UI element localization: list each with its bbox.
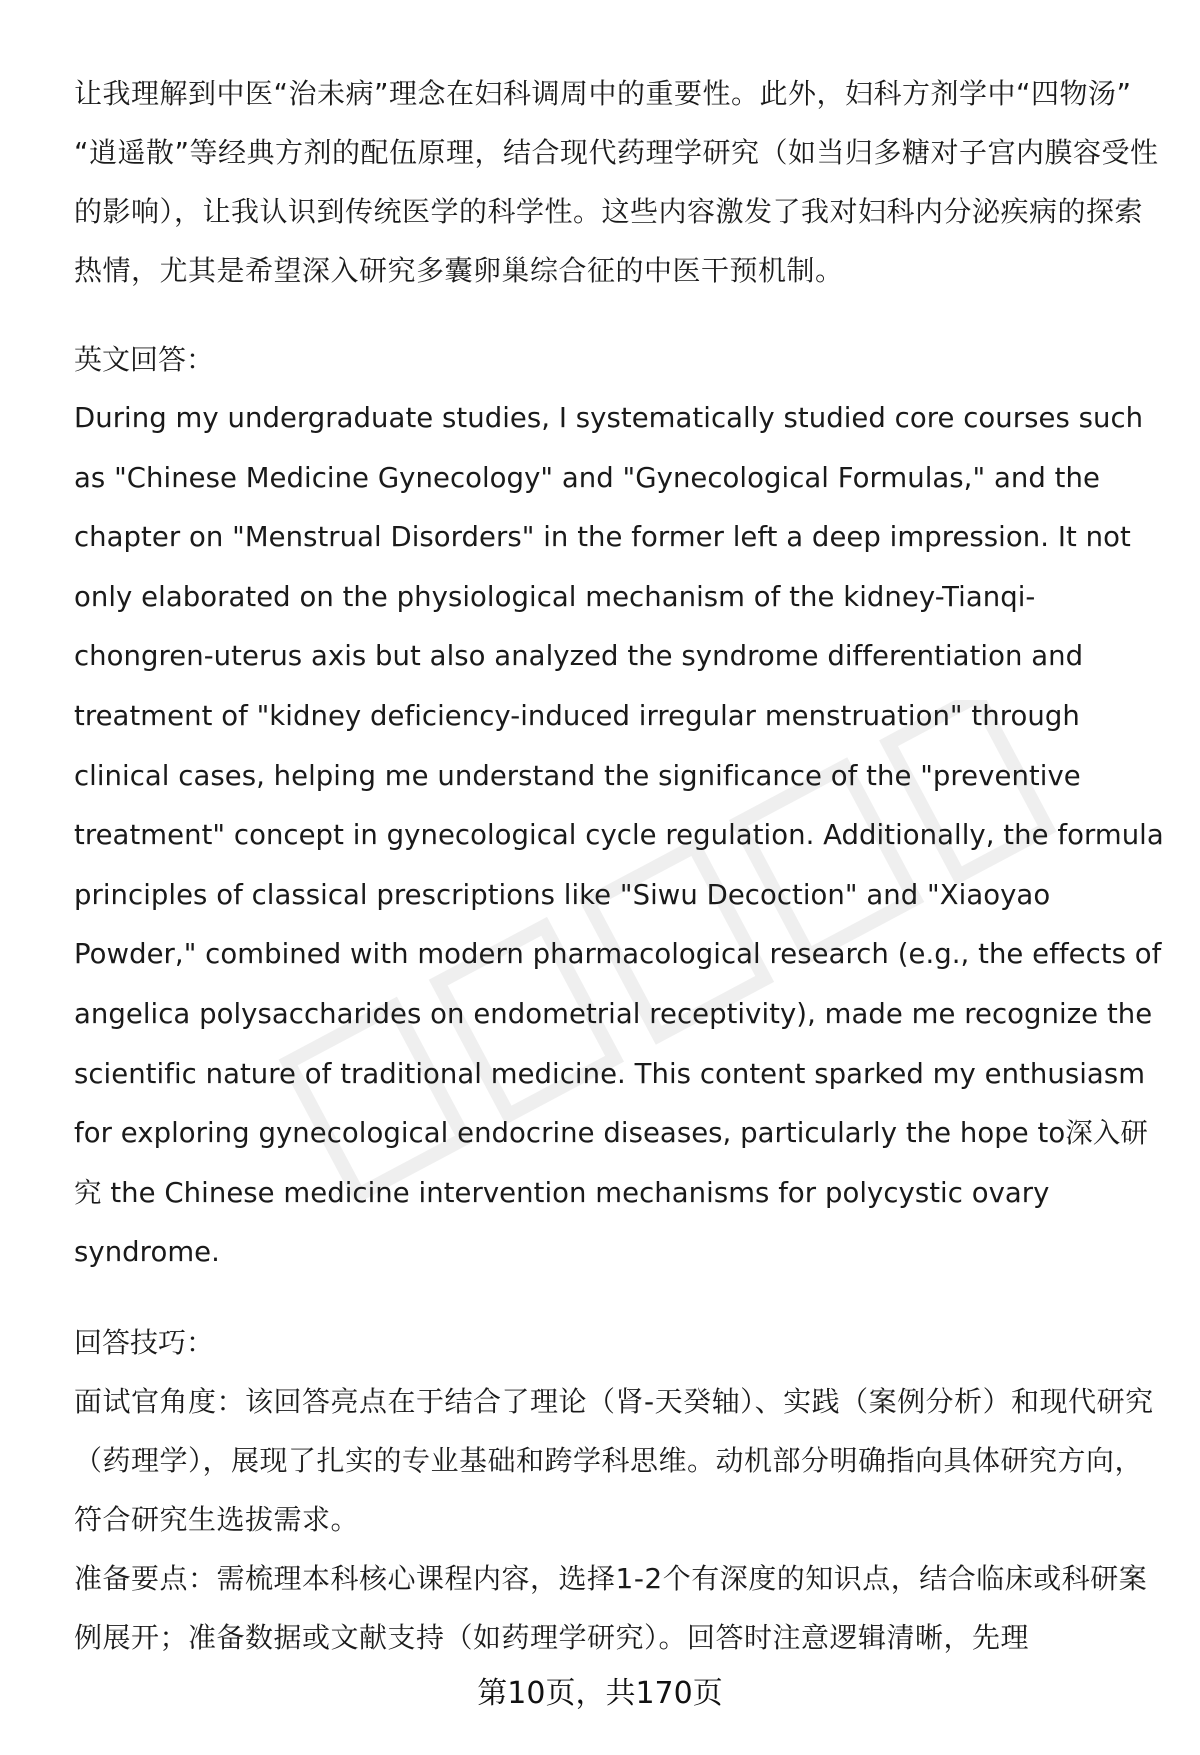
english-answer-paragraph: During my undergraduate studies, I systematically studied core courses such as "Chinese Medicine Gynecology" and "Gynecological Formulas," and the chapter on "Menstrual Disorders" in the former left a deep impression. It not only elaborated on the physiological mechanism of the kidney-Tianqi-chongren-uterus axis but also analyzed the syndrome differentiation and treatment of "kidney deficiency-induced irregular menstruation" through clinical cases, helping me understand the significance of the "preventive treatment" concept in gynecological cycle regulation. Additionally, the formula principles of classical prescriptions like "Siwu Decoction" and "Xiaoyao Powder," combined with modern pharmacological research (e.g., the effects of angelica polysaccharides on endometrial receptivity), made me recognize the scientific nature of traditional medicine. This content sparked my enthusiasm for exploring gynecological endocrine diseases, particularly the hope to深入研究 the Chinese medicine intervention mechanisms for polycystic ovary syndrome.	[74, 402, 1164, 1269]
page-number: 第10页，共170页	[477, 1676, 723, 1711]
tips-label: 回答技巧：	[74, 1325, 215, 1359]
preparation-paragraph: 准备要点：需梳理本科核心课程内容，选择1-2个有深度的知识点，结合临床或科研案例展开；准备数据或文献支持（如药理学研究）。回答时注意逻辑清晰，先理	[74, 1561, 1148, 1654]
document-page	[74, 64, 1164, 1667]
intro-paragraph: 让我理解到中医“治未病”理念在妇科调周中的重要性。此外，妇科方剂学中“四物汤” “逍遥散”等经典方剂的配伍原理，结合现代药理学研究（如当归多糖对子宫内膜容受性的影响），让我认识到传统医学的科学性。这些内容激发了我对妇科内分泌疾病的探索热情，尤其是希望深入研究多囊卵巢综合征的中医干预机制。	[74, 77, 1159, 287]
interviewer-view-paragraph: 面试官角度：该回答亮点在于结合了理论（肾-天癸轴）、实践（案例分析）和现代研究（药理学），展现了扎实的专业基础和跨学科思维。动机部分明确指向具体研究方向，符合研究生选拔需求。	[74, 1384, 1154, 1536]
english-answer-label: 英文回答：	[74, 343, 215, 376]
